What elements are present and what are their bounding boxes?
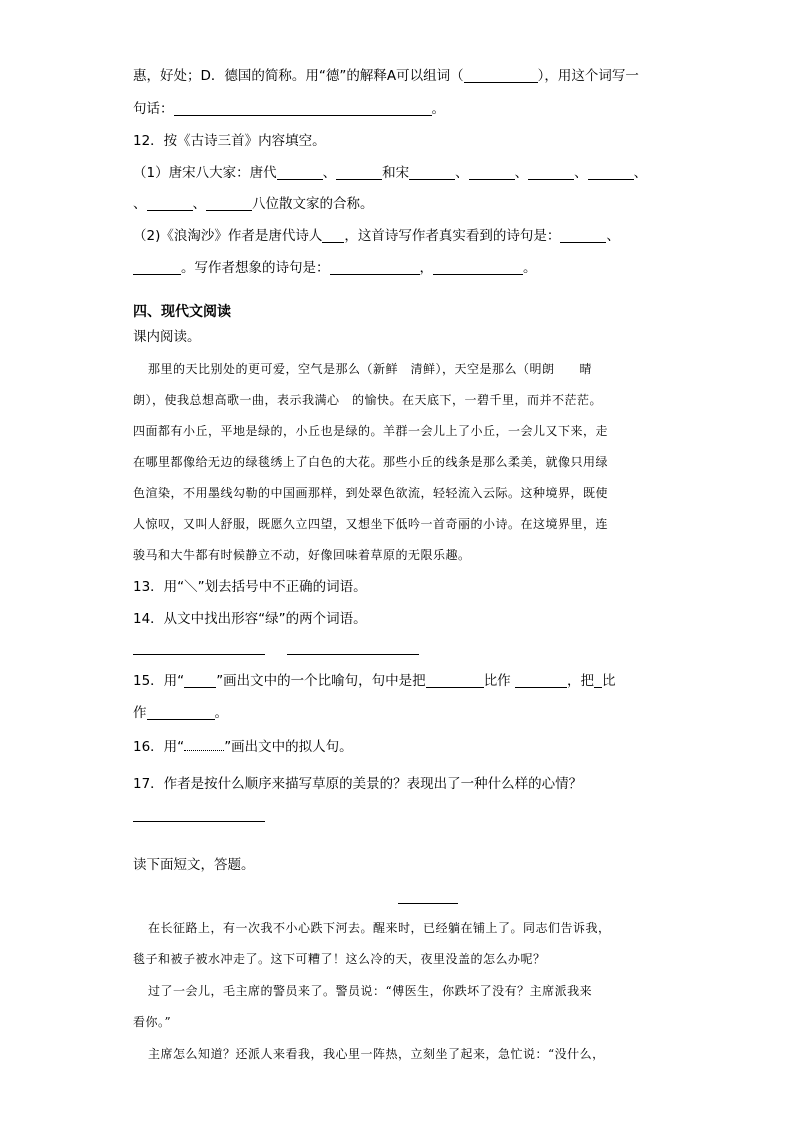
- q12-sep: 、: [455, 165, 469, 181]
- section-heading: 四、现代文阅读: [133, 304, 231, 320]
- q16-wavy-sample: [184, 740, 224, 751]
- story-line: 在长征路上，有一次我不小心跌下河去。醒来时，已经躺在铺上了。同志们告诉我，: [148, 921, 611, 935]
- q15-blank-2[interactable]: [515, 673, 567, 688]
- q12-part1-line2: [133, 194, 374, 214]
- q12-sep: 、: [633, 165, 648, 181]
- q12-blank-6[interactable]: [588, 165, 634, 180]
- q12-p1-label: （1）唐宋八大家：唐代: [133, 165, 277, 181]
- passage-line: 色渲染，不用墨线勾勒的中国画那样，到处翠色欲流，轻轻流入云际。这种境界，既使: [133, 486, 609, 500]
- passage-line: 在哪里都像给无边的绿毯绣上了白色的大花。那些小丘的线条是那么柔美，就像只用绿: [133, 455, 609, 469]
- q12-part2-line2: [133, 258, 537, 278]
- q12-sep: 、: [192, 196, 206, 212]
- question-17: 17．作者是按什么顺序来描写草原的美景的？表现出了一种什么样的心情？: [133, 776, 583, 792]
- reading2-title-blank[interactable]: [398, 903, 458, 904]
- q15-text-c: 比作: [483, 673, 511, 689]
- section-subheading: 课内阅读。: [133, 329, 201, 345]
- q11-line1: [133, 66, 639, 86]
- q12-blank-real-1[interactable]: [560, 228, 606, 243]
- question-15-line1: [133, 671, 615, 691]
- q12-blank-imagine-2[interactable]: [433, 260, 523, 275]
- q16-text-a: 16．用“: [133, 739, 185, 755]
- story-line: 毯子和被子被水冲走了。这下可糟了！这么冷的天，夜里没盖的怎么办呢？: [133, 952, 546, 966]
- q12-and: 和宋: [382, 165, 410, 181]
- q17-answer-line[interactable]: [133, 821, 265, 822]
- q11-blank-word[interactable]: [464, 68, 538, 83]
- story-line: 看你。”: [133, 1015, 172, 1029]
- question-16: [133, 737, 353, 757]
- question-15-line2: [133, 703, 228, 723]
- q12-blank-poet[interactable]: [322, 228, 344, 243]
- q15-text-d: ，把: [566, 673, 594, 689]
- q12-p2-text: ，这首诗写作者真实看到的诗句是：: [344, 228, 561, 244]
- q14-answer-line-1[interactable]: [133, 654, 265, 655]
- q11-line2-end: 。: [431, 101, 445, 117]
- q12-blank-5[interactable]: [528, 165, 574, 180]
- q12-sep: 、: [322, 165, 337, 181]
- q11-line2: [133, 99, 445, 119]
- q14-answer-line-2[interactable]: [287, 654, 419, 655]
- q12-part2-line1: [133, 226, 620, 246]
- q12-blank-8[interactable]: [206, 196, 252, 211]
- q12-sep: 、: [514, 165, 529, 181]
- q12-part1-line1: [133, 163, 647, 183]
- q12-blank-1[interactable]: [277, 165, 323, 180]
- q12-p2-comma: ，: [419, 260, 433, 276]
- q15-text-a: 15．用“: [133, 673, 185, 689]
- question-14: 14．从文中找出形容“绿”的两个词语。: [133, 611, 367, 627]
- passage-line: 那里的天比别处的更可爱，空气是那么（新鲜 清鲜），天空是那么（明朗 晴: [148, 362, 593, 376]
- q15-underline-sample: [184, 673, 216, 688]
- q11-text-b: ），用这个词写一: [537, 68, 639, 84]
- q16-text-b: ”画出文中的拟人句。: [224, 739, 353, 755]
- q12-title: 12．按《古诗三首》内容填空。: [133, 133, 326, 149]
- q15-blank-4[interactable]: [147, 705, 215, 720]
- question-13: 13．用“＼”划去括号中不正确的词语。: [133, 579, 367, 595]
- q12-p2-label: （2)《浪淘沙》作者是唐代诗人: [133, 228, 323, 244]
- q11-text-a: 惠，好处；D．德国的简称。用“德”的解释A可以组词（: [133, 68, 464, 84]
- story-line: 过了一会儿，毛主席的警员来了。警员说：“傅医生，你跌坏了没有？主席派我来: [148, 984, 593, 998]
- passage-line: 四面都有小丘，平地是绿的，小丘也是绿的。羊群一会儿上了小丘，一会儿又下来，走: [133, 424, 609, 438]
- passage-line: 骏马和大牛都有时候静立不动，好像回味着草原的无限乐趣。: [133, 548, 471, 562]
- q12-sep: 、: [574, 165, 588, 181]
- q12-blank-imagine-1[interactable]: [330, 260, 420, 275]
- q15-text-b: ”画出文中的一个比喻句，句中是把: [216, 673, 426, 689]
- q12-blank-real-2[interactable]: [133, 260, 181, 275]
- q12-blank-7[interactable]: [147, 196, 193, 211]
- q11-line2-label: 句话：: [133, 101, 174, 117]
- passage-line: 人惊叹，又叫人舒服，既愿久立四望，又想坐下低吟一首奇丽的小诗。在这境界里，连: [133, 517, 609, 531]
- q12-blank-4[interactable]: [469, 165, 515, 180]
- q12-p2-imagine-label: 。写作者想象的诗句是：: [181, 260, 330, 276]
- q12-p1-end: 八位散文家的合称。: [252, 196, 374, 212]
- q15-blank-1[interactable]: [426, 673, 484, 688]
- q12-blank-3[interactable]: [409, 165, 455, 180]
- q15-text-e: 比: [601, 673, 616, 689]
- q12-p2-end: 。: [523, 260, 537, 276]
- q15-text-f: 作: [133, 705, 147, 721]
- story-line: 主席怎么知道？还派人来看我，我心里一阵热，立刻坐了起来，急忙说：“没什么，: [148, 1047, 605, 1061]
- q15-end: 。: [214, 705, 228, 721]
- reading2-intro: 读下面短文，答题。: [133, 857, 255, 873]
- passage-line: 朗），使我总想高歌一曲，表示我满心 的愉快。在天底下，一碧千里，而并不茫茫。: [133, 393, 603, 407]
- q12-p2-sep: 、: [606, 228, 620, 244]
- q11-blank-sentence[interactable]: [174, 101, 432, 116]
- q12-blank-2[interactable]: [336, 165, 382, 180]
- q12-sep: 、: [133, 196, 147, 212]
- q15-blank-3[interactable]: [594, 673, 602, 688]
